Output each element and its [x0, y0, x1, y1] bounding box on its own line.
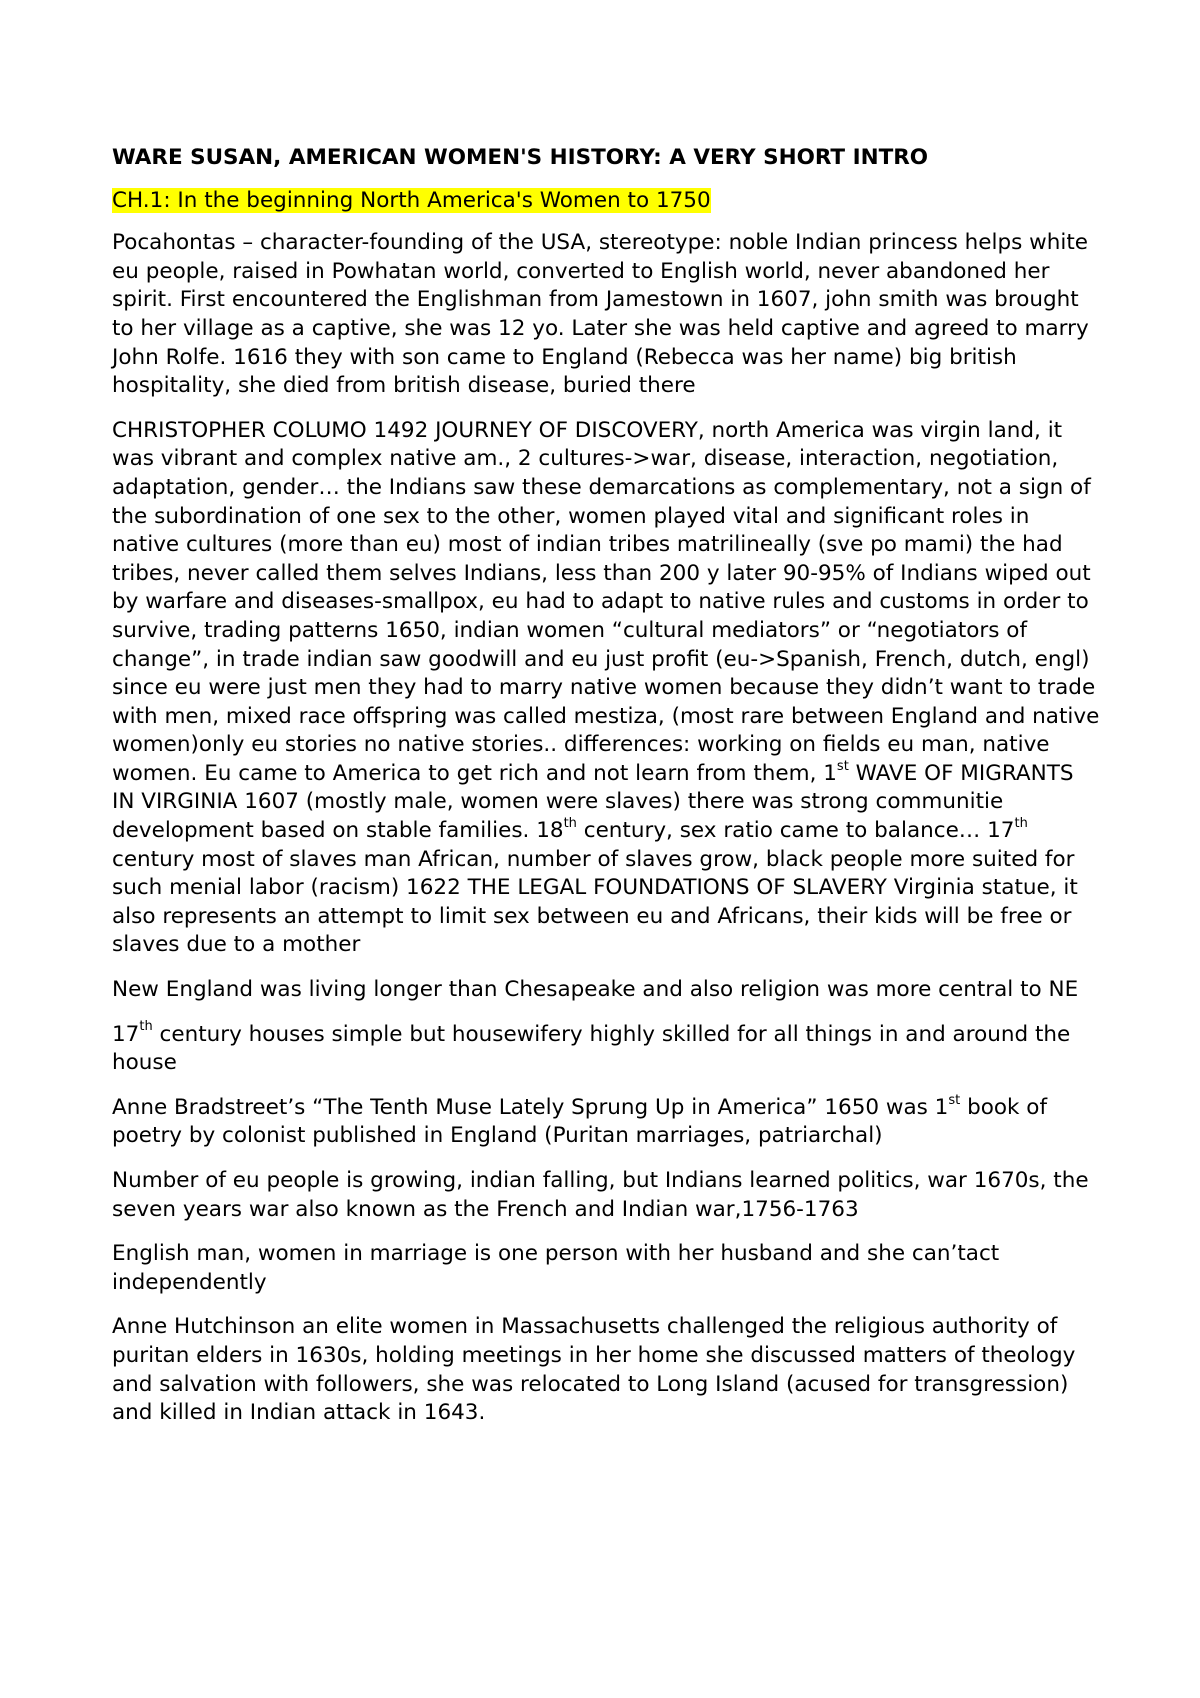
paragraph-text: century, sex ratio came to balance… 17 [576, 818, 1015, 844]
chapter-heading-highlight: CH.1: In the beginning North America's Women to 1750 [112, 187, 711, 213]
paragraph-new-england: New England was living longer than Chesapeake and also religion was more central to NE [112, 977, 1079, 1003]
chapter-heading [112, 187, 1102, 216]
paragraph-text: Anne Bradstreet’s “The Tenth Muse Lately Sprung Up in America” 1650 was 1 [112, 1094, 949, 1120]
superscript: th [1014, 815, 1028, 831]
paragraph-houses [112, 1021, 1102, 1078]
superscript: st [948, 1092, 961, 1108]
superscript: st [836, 758, 849, 774]
document-body [112, 144, 1102, 1444]
superscript: th [139, 1019, 153, 1035]
superscript: th [563, 815, 577, 831]
paragraph-text: WAVE OF MIGRANTS IN VIRGINIA 1607 (mostly male, women were slaves) there was strong communitie development based on stable families. 18 [112, 760, 1074, 844]
paragraph-bradstreet [112, 1094, 1102, 1151]
paragraph-pocahontas: Pocahontas – character-founding of the USA, stereotype: noble Indian princess helps white eu people, raised in Powhatan world, converted to English world, never abandoned her spirit. First encountered the Englishman from Jamestown in 1607, john smith was brought to her village as a captive, she was 12 yo. Later she was held captive and agreed to marry John Rolfe. 1616 they with son came to England (Rebecca was her name) big british hospitality, she died from british disease, buried there [112, 230, 1089, 399]
paragraph-columbus [112, 417, 1102, 960]
paragraph-text: century most of slaves man African, number of slaves grow, black people more suited for such menial labor (racism) 1622 THE LEGAL FOUNDATIONS OF SLAVERY Virginia statue, it also represents an attempt to limit sex between eu and Africans, their kids will be free or slaves due to a mother [112, 846, 1078, 958]
paragraph-text: book of poetry by colonist published in England (Puritan marriages, patriarchal) [112, 1094, 1048, 1149]
paragraph-marriage: English man, women in marriage is one person with her husband and she can’tact independently [112, 1241, 1000, 1295]
paragraph-population: Number of eu people is growing, indian falling, but Indians learned politics, war 1670s, the seven years war also known as the French and Indian war,1756-1763 [112, 1168, 1089, 1222]
paragraph-text: century houses simple but housewifery highly skilled for all things in and around the house [112, 1021, 1071, 1076]
document-title: WARE SUSAN, AMERICAN WOMEN'S HISTORY: A VERY SHORT INTRO [112, 145, 929, 170]
paragraph-text: CHRISTOPHER COLUMO 1492 JOURNEY OF DISCOVERY, north America was virgin land, it was vibrant and complex native am., 2 cultures->war, disease, interaction, negotiation, adaptation, gender… the Indians saw these demarcations as complementary, not a sign of the subordination of one sex to the other, women played vital and significant roles in native cultures (more than eu) most of indian tribes matrilineally (sve po mami) the had tribes, never called them selves Indians, less than 200 y later 90-95% of Indians wiped out by warfare and diseases-smallpox, eu had to adapt to native rules and customs in order to survive, trading patterns 1650, indian women “cultural mediators” or “negotiators of change”, in trade indian saw goodwill and eu just profit (eu->Spanish, French, dutch, engl) since eu were just men they had to marry native women because they didn’t want to trade with men, mixed race offspring was called mestiza, (most rare between England and native women)only eu stories no native stories.. differences: working on fields eu man, native women. Eu came to America to get rich and not learn from them, 1 [112, 417, 1100, 786]
paragraph-hutchinson: Anne Hutchinson an elite women in Massachusetts challenged the religious authority of puritan elders in 1630s, holding meetings in her home she discussed matters of theology and salvation with followers, she was relocated to Long Island (acused for transgression) and killed in Indian attack in 1643. [112, 1314, 1076, 1426]
paragraph-text: 17 [112, 1021, 140, 1047]
